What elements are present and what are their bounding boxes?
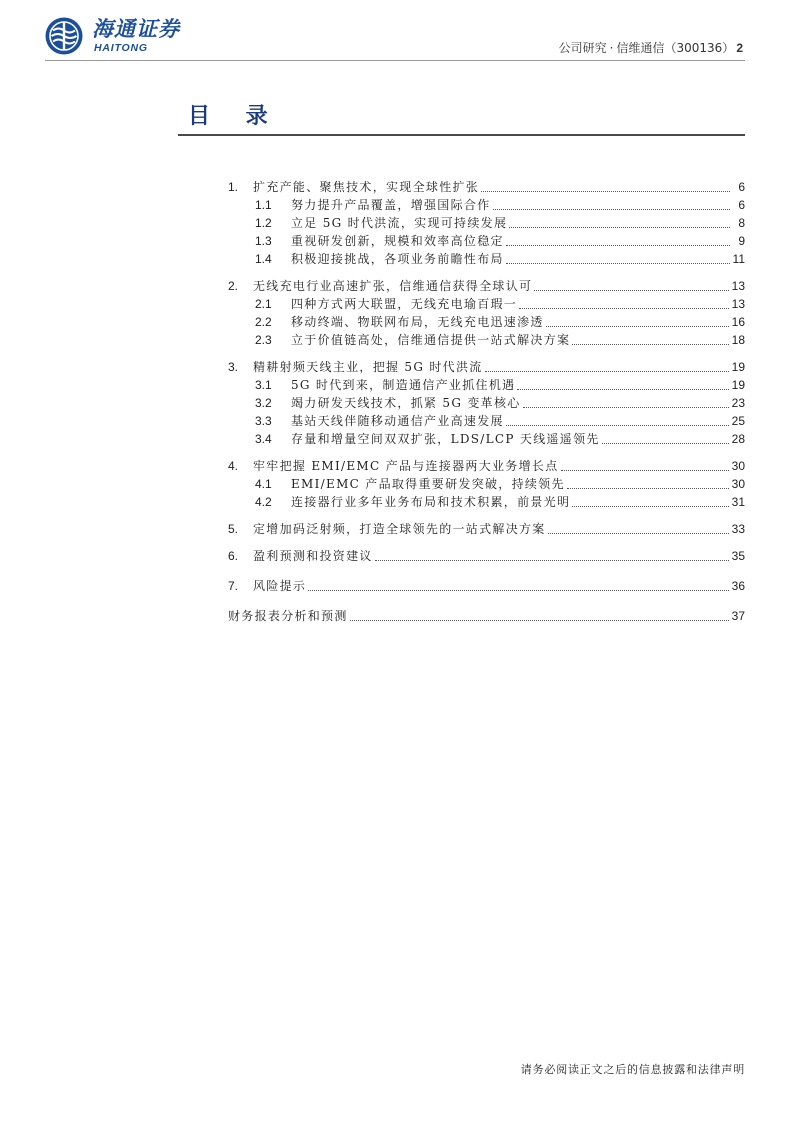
dot-leader xyxy=(481,191,730,192)
toc-entry-title: 基站天线伴随移动通信产业高速发展 xyxy=(291,414,504,428)
toc-entry-title: 连接器行业多年业务布局和技术积累，前景光明 xyxy=(291,495,571,509)
toc-entry-2-2[interactable] xyxy=(228,313,745,331)
dot-leader xyxy=(561,470,729,471)
header-divider xyxy=(45,60,745,61)
toc-entry-number: 3.1 xyxy=(255,378,272,392)
toc-entry-number: 3.3 xyxy=(255,414,272,428)
toc-entry-number: 1.1 xyxy=(255,198,272,212)
dot-leader xyxy=(493,209,730,210)
toc-entry-3-1[interactable] xyxy=(228,376,745,394)
toc-entry-3-2[interactable] xyxy=(228,394,745,412)
dot-leader xyxy=(509,227,730,228)
toc-entry-page: 37 xyxy=(731,609,745,623)
toc-entry-page: 19 xyxy=(731,360,745,374)
dot-leader xyxy=(308,590,728,591)
toc-entry-page: 19 xyxy=(731,378,745,392)
toc-entry-number: 2. xyxy=(228,279,239,293)
toc-entry-7[interactable] xyxy=(228,577,745,595)
dot-leader xyxy=(534,290,728,291)
toc-entry-3-3[interactable] xyxy=(228,412,745,430)
toc-entry-title: 无线充电行业高速扩张，信维通信获得全球认可 xyxy=(253,279,533,293)
toc-entry-1[interactable] xyxy=(228,178,745,196)
toc-entry-3-4[interactable] xyxy=(228,430,745,448)
dot-leader xyxy=(519,308,729,309)
toc-entry-number: 7. xyxy=(228,579,239,593)
toc-entry-page: 25 xyxy=(731,414,745,428)
toc-entry-title: 积极迎接挑战，各项业务前瞻性布局 xyxy=(291,252,504,266)
dot-leader xyxy=(506,263,730,264)
toc-entry-title: 存量和增量空间双双扩张，LDS/LCP 天线遥遥领先 xyxy=(291,432,600,446)
toc-appendix-group xyxy=(228,607,745,625)
toc-entry-6[interactable] xyxy=(228,547,745,565)
logo-english-name: HAITONG xyxy=(94,42,148,54)
toc-entry-page: 18 xyxy=(731,333,745,347)
toc-entry-title: 风险提示 xyxy=(253,579,307,593)
toc-entry-page: 31 xyxy=(731,495,745,509)
toc-entry-number: 4. xyxy=(228,459,239,473)
toc-entry-1-3[interactable] xyxy=(228,232,745,250)
toc-entry-3[interactable] xyxy=(228,358,745,376)
toc-entry-title: 扩充产能、聚焦技术，实现全球性扩张 xyxy=(253,180,480,194)
dot-leader xyxy=(602,443,729,444)
dot-leader xyxy=(517,389,728,390)
toc-group-3 xyxy=(228,358,745,448)
table-of-contents xyxy=(228,178,745,625)
toc-entry-number: 1. xyxy=(228,180,239,194)
toc-entry-page: 30 xyxy=(731,459,745,473)
toc-entry-4-1[interactable] xyxy=(228,475,745,493)
toc-entry-title: 移动终端、物联网布局，无线充电迅速渗透 xyxy=(291,315,544,329)
dot-leader xyxy=(506,425,729,426)
toc-entry-page: 13 xyxy=(731,297,745,311)
dot-leader xyxy=(485,371,729,372)
toc-heading-divider xyxy=(178,134,745,136)
toc-entry-number: 1.2 xyxy=(255,216,272,230)
dot-leader xyxy=(567,488,729,489)
report-section: 公司研究 xyxy=(558,41,607,55)
toc-entry-number: 3.2 xyxy=(255,396,272,410)
toc-entry-title: 努力提升产品覆盖，增强国际合作 xyxy=(291,198,491,212)
toc-entry-2-3[interactable] xyxy=(228,331,745,349)
dot-leader xyxy=(523,407,729,408)
dot-leader xyxy=(350,620,729,621)
dot-leader xyxy=(572,344,728,345)
running-header xyxy=(559,40,743,56)
toc-entry-page: 36 xyxy=(731,579,745,593)
toc-entry-page: 6 xyxy=(738,198,745,212)
toc-entry-4[interactable] xyxy=(228,457,745,475)
toc-entry-title: 牢牢把握 EMI/EMC 产品与连接器两大业务增长点 xyxy=(253,459,559,473)
toc-entry-number: 4.2 xyxy=(255,495,272,509)
toc-entry-1-1[interactable] xyxy=(228,196,745,214)
toc-entry-number: 3. xyxy=(228,360,239,374)
toc-entry-4-2[interactable] xyxy=(228,493,745,511)
toc-entry-title: 立于价值链高处，信维通信提供一站式解决方案 xyxy=(291,333,571,347)
dot-leader xyxy=(506,245,730,246)
toc-entry-title: 盈利预测和投资建议 xyxy=(253,549,373,563)
toc-group-5 xyxy=(228,520,745,538)
toc-group-6 xyxy=(228,547,745,565)
toc-entry-1-4[interactable] xyxy=(228,250,745,268)
toc-entry-page: 28 xyxy=(731,432,745,446)
toc-entry-title: 5G 时代到来，制造通信产业抓住机遇 xyxy=(291,378,516,392)
logo-chinese-name: 海通证券 xyxy=(92,16,180,41)
toc-entry-page: 8 xyxy=(738,216,745,230)
header-separator: · xyxy=(609,41,614,55)
page-number: 2 xyxy=(736,41,743,55)
haitong-logo xyxy=(45,17,185,57)
toc-entry-financial-statements[interactable] xyxy=(228,607,745,625)
toc-group-1 xyxy=(228,178,745,268)
haitong-emblem-icon xyxy=(45,17,83,55)
toc-group-7 xyxy=(228,577,745,595)
toc-entry-page: 30 xyxy=(731,477,745,491)
toc-entry-title: 财务报表分析和预测 xyxy=(228,609,348,623)
dot-leader xyxy=(548,533,729,534)
toc-entry-number: 4.1 xyxy=(255,477,272,491)
toc-entry-number: 3.4 xyxy=(255,432,272,446)
toc-entry-title: 重视研发创新，规模和效率高位稳定 xyxy=(291,234,504,248)
toc-entry-number: 1.3 xyxy=(255,234,272,248)
toc-entry-page: 13 xyxy=(731,279,745,293)
toc-entry-title: 立足 5G 时代洪流，实现可持续发展 xyxy=(291,216,508,230)
toc-entry-number: 6. xyxy=(228,549,239,563)
toc-entry-page: 9 xyxy=(738,234,745,248)
toc-entry-title: EMI/EMC 产品取得重要研发突破，持续领先 xyxy=(291,477,565,491)
toc-entry-2[interactable] xyxy=(228,277,745,295)
toc-entry-number: 2.2 xyxy=(255,315,272,329)
toc-entry-page: 16 xyxy=(731,315,745,329)
company-name: 信维通信（300136） xyxy=(616,41,735,55)
dot-leader xyxy=(546,326,729,327)
legal-disclaimer: 请务必阅读正文之后的信息披露和法律声明 xyxy=(520,1063,745,1076)
toc-entry-page: 11 xyxy=(732,252,745,266)
toc-entry-page: 23 xyxy=(731,396,745,410)
dot-leader xyxy=(375,560,729,561)
toc-entry-number: 1.4 xyxy=(255,252,272,266)
toc-heading: 目 录 xyxy=(188,104,282,129)
toc-entry-2-1[interactable] xyxy=(228,295,745,313)
toc-entry-number: 5. xyxy=(228,522,239,536)
toc-group-4 xyxy=(228,457,745,511)
toc-entry-page: 6 xyxy=(738,180,745,194)
toc-entry-title: 定增加码泛射频，打造全球领先的一站式解决方案 xyxy=(253,522,546,536)
toc-entry-number: 2.3 xyxy=(255,333,272,347)
dot-leader xyxy=(572,506,728,507)
toc-entry-title: 四种方式两大联盟，无线充电瑜百瑕一 xyxy=(291,297,518,311)
toc-entry-title: 精耕射频天线主业，把握 5G 时代洪流 xyxy=(253,360,483,374)
toc-entry-page: 35 xyxy=(731,549,745,563)
toc-group-2 xyxy=(228,277,745,349)
toc-entry-title: 竭力研发天线技术，抓紧 5G 变革核心 xyxy=(291,396,521,410)
toc-entry-page: 33 xyxy=(731,522,745,536)
toc-entry-5[interactable] xyxy=(228,520,745,538)
toc-entry-1-2[interactable] xyxy=(228,214,745,232)
toc-entry-number: 2.1 xyxy=(255,297,272,311)
